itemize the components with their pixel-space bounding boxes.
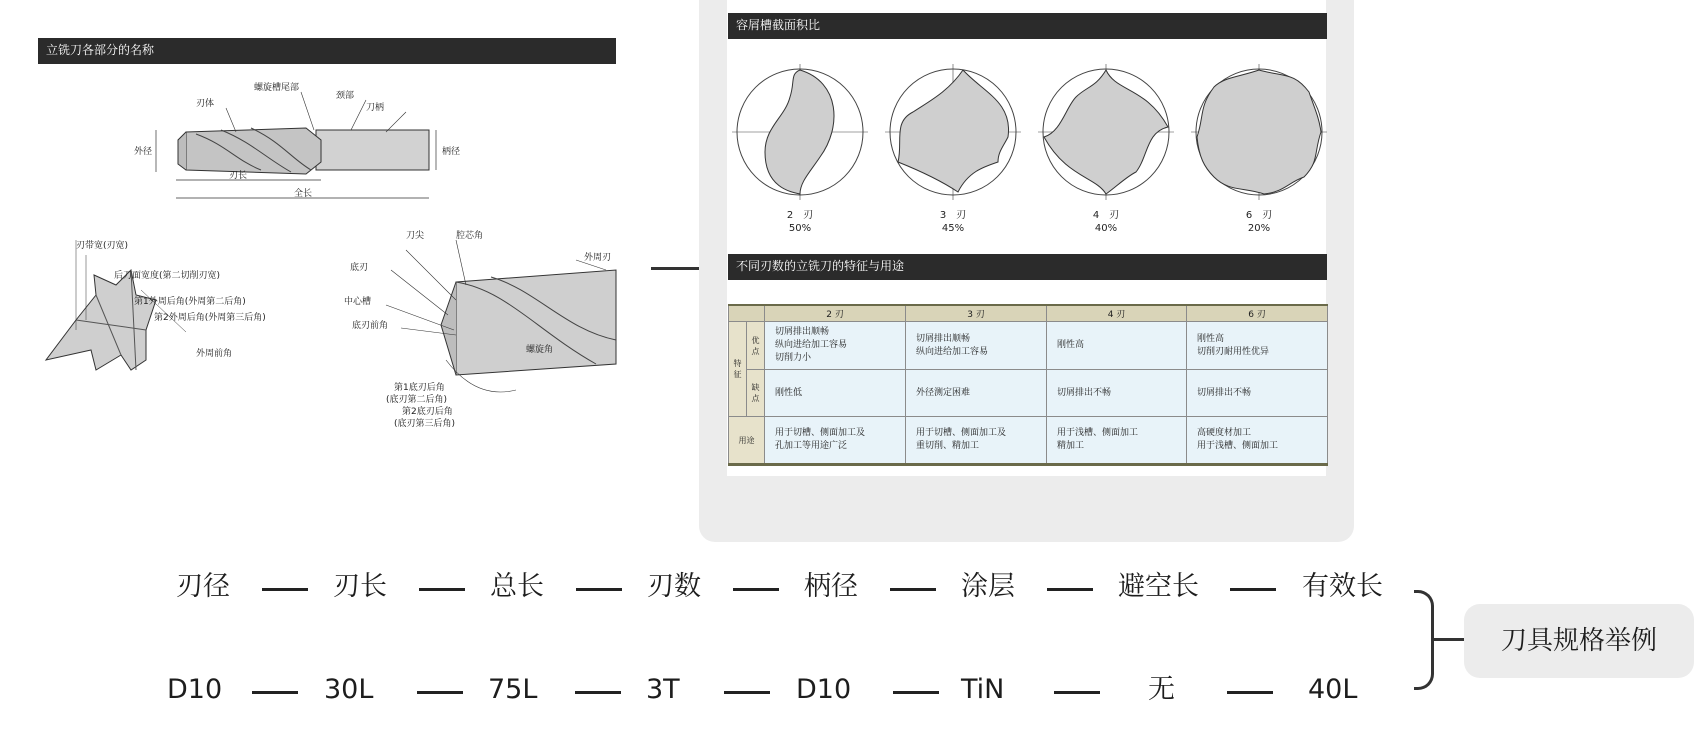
spec-dash: [890, 588, 936, 591]
flute-count-label: 2 刃: [786, 210, 814, 221]
label-periph-edge: 外周刃: [584, 253, 612, 263]
spec-name: 刃径: [176, 571, 230, 602]
spec-dash: [417, 691, 463, 694]
label-shank-dia: 柄径: [442, 147, 461, 157]
spec-value: 75L: [488, 674, 538, 705]
table-cell: 切屑排出顺畅 纵向进给加工容易: [906, 322, 1047, 370]
table-cell: 外径测定困难: [906, 370, 1047, 417]
row-label-disadvantages: 缺点: [747, 370, 765, 417]
label-end-edge: 底刃: [350, 263, 369, 273]
chip-area-ratio: 20%: [1247, 223, 1271, 234]
table-cell: 切屑排出顺畅 纵向进给加工容易 切削力小: [765, 322, 906, 370]
profile-2-flute: [732, 64, 868, 200]
chip-area-ratio: 45%: [941, 223, 965, 234]
endmill-anatomy-diagram: [36, 70, 626, 440]
features-title: 不同刃数的立铣刀的特征与用途: [736, 259, 905, 273]
spec-value: 3T: [646, 674, 680, 705]
spec-dash: [1054, 691, 1100, 694]
label-outer-dia: 外径: [134, 147, 153, 157]
table-cell: 用于切槽、侧面加工及 重切削、精加工: [906, 417, 1047, 465]
table-header-corner: [729, 305, 765, 322]
spec-dash: [576, 588, 622, 591]
profile-3-flute: [885, 64, 1021, 200]
label-relief2: 第2外周后角(外周第三后角): [154, 313, 266, 323]
table-cell: 用于浅槽、侧面加工 精加工: [1047, 417, 1187, 465]
spec-value: TiN: [961, 674, 1005, 705]
spec-dash: [1227, 691, 1273, 694]
label-flute-len: 刃长: [229, 171, 248, 181]
features-title-bar: [728, 254, 1327, 280]
table-row-advantages: [729, 322, 1328, 370]
profile-4-flute: [1038, 64, 1174, 200]
label-relief1: 第1外周后角(外周第二后角): [134, 297, 246, 307]
label-land-width: 刃带宽(刃宽): [76, 241, 129, 251]
table-header-cell: 3 刃: [906, 305, 1047, 322]
chip-area-ratio: 50%: [788, 223, 812, 234]
spec-name: 柄径: [804, 571, 858, 602]
label-core: 腔芯角: [456, 231, 484, 241]
flute-count-label: 4 刃: [1092, 210, 1120, 221]
label-helix-tail: 螺旋槽尾部: [254, 83, 300, 93]
spec-value: 无: [1148, 674, 1175, 705]
table-row-disadvantages: [729, 370, 1328, 417]
spec-dash: [733, 588, 779, 591]
spec-dash: [252, 691, 298, 694]
label-total-len: 全长: [294, 189, 313, 199]
label-rake: 外周前角: [196, 349, 233, 359]
spec-name: 刃长: [333, 571, 387, 602]
spec-dash: [893, 691, 939, 694]
spec-bracket-stub: [1434, 638, 1464, 641]
anatomy-title-bar: [38, 38, 616, 64]
label-end-relief2: 第2底刃后角: [402, 407, 453, 417]
spec-example-label: 刀具规格举例: [1464, 604, 1694, 678]
chip-area-profiles: [728, 60, 1327, 210]
label-body: 刃体: [196, 99, 215, 109]
table-cell: 切屑排出不畅: [1187, 370, 1328, 417]
profile-6-flute: [1191, 64, 1327, 200]
table-header-cell: 2 刃: [765, 305, 906, 322]
chip-area-title-bar: [728, 13, 1327, 39]
label-end-rake: 底刃前角: [352, 321, 389, 331]
label-tip: 刀尖: [406, 231, 425, 241]
chip-area-title: 容屑槽截面积比: [736, 18, 821, 32]
spec-dash: [262, 588, 308, 591]
label-end-relief2-sub: (底刃第三后角): [394, 419, 456, 429]
spec-dash: [1230, 588, 1276, 591]
spec-name: 刃数: [647, 571, 701, 602]
chip-area-item-6: [1229, 209, 1289, 235]
table-header-cell: 4 刃: [1047, 305, 1187, 322]
label-center-hole: 中心槽: [344, 297, 372, 307]
label-shank: 刀柄: [366, 103, 385, 113]
label-helix-angle: 螺旋角: [526, 345, 554, 355]
spec-value: 30L: [324, 674, 374, 705]
row-label-usage: 用途: [729, 417, 765, 465]
label-end-relief1: 第1底刃后角: [394, 383, 445, 393]
table-cell: 刚性高: [1047, 322, 1187, 370]
row-group-feature: 特征: [729, 322, 747, 417]
table-cell: 高硬度材加工 用于浅槽、侧面加工: [1187, 417, 1328, 465]
label-end-relief1-sub: (底刃第二后角): [386, 395, 448, 405]
table-cell: 刚性高 切削刃耐用性优异: [1187, 322, 1328, 370]
chip-area-item-2: [770, 209, 830, 235]
spec-bracket: [1414, 590, 1434, 690]
chip-area-item-3: [923, 209, 983, 235]
flute-count-label: 6 刃: [1245, 210, 1273, 221]
features-table: [728, 304, 1328, 466]
table-header-cell: 6 刃: [1187, 305, 1328, 322]
spec-name: 涂层: [961, 571, 1015, 602]
table-header-row: [729, 305, 1328, 322]
spec-name: 避空长: [1118, 571, 1199, 602]
chip-area-item-4: [1076, 209, 1136, 235]
row-label-advantages: 优点: [747, 322, 765, 370]
spec-dash: [1047, 588, 1093, 591]
spec-dash: [575, 691, 621, 694]
spec-dash: [419, 588, 465, 591]
label-second-land: 后刀面宽度(第二切削刃宽): [114, 271, 221, 281]
table-cell: 用于切槽、侧面加工及 孔加工等用途广泛: [765, 417, 906, 465]
chip-area-ratio: 40%: [1094, 223, 1118, 234]
spec-value: 40L: [1308, 674, 1358, 705]
anatomy-title: 立铣刀各部分的名称: [46, 43, 155, 57]
label-neck: 颈部: [336, 91, 355, 101]
endmill-tip-view: [386, 240, 616, 392]
spec-name: 总长: [490, 571, 544, 602]
table-cell: 刚性低: [765, 370, 906, 417]
spec-name: 有效长: [1302, 571, 1383, 602]
table-row-usage: [729, 417, 1328, 465]
spec-value: D10: [796, 674, 852, 705]
connector-line: [651, 267, 699, 270]
spec-dash: [724, 691, 770, 694]
spec-value: D10: [167, 674, 223, 705]
flute-count-label: 3 刃: [939, 210, 967, 221]
table-cell: 切屑排出不畅: [1047, 370, 1187, 417]
